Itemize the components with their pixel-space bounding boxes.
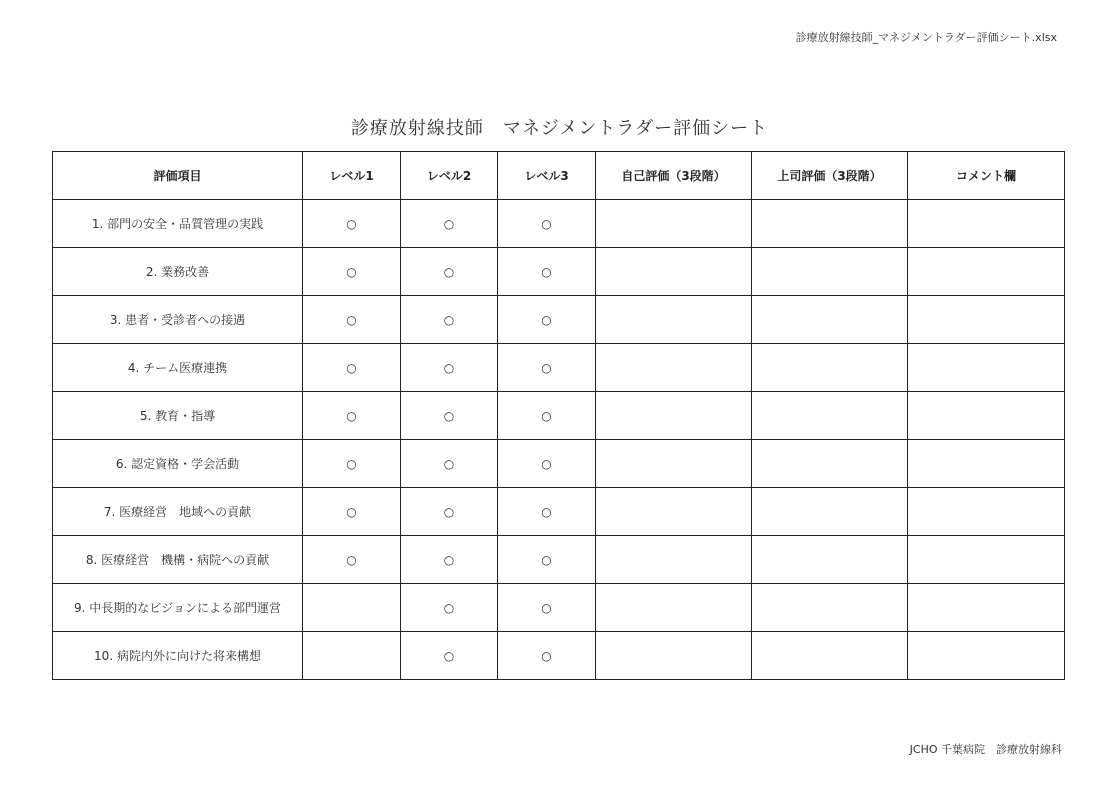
level2-cell: ○ (401, 536, 498, 584)
column-header-supervisor-evaluation: 上司評価（3段階） (752, 152, 908, 200)
item-cell: 4. チーム医療連携 (53, 344, 303, 392)
table-row (53, 296, 1065, 344)
level3-cell: ○ (498, 200, 596, 248)
comment-cell[interactable] (908, 344, 1065, 392)
item-cell: 10. 病院内外に向けた将来構想 (53, 632, 303, 680)
level3-cell: ○ (498, 248, 596, 296)
level1-cell (303, 632, 401, 680)
comment-cell[interactable] (908, 488, 1065, 536)
page-title: 診療放射線技師 マネジメントラダー評価シート (350, 118, 769, 139)
level3-cell: ○ (498, 632, 596, 680)
level3-cell: ○ (498, 440, 596, 488)
table-row (53, 632, 1065, 680)
level2-cell: ○ (401, 200, 498, 248)
item-cell: 2. 業務改善 (53, 248, 303, 296)
supervisor-evaluation-cell[interactable] (752, 488, 908, 536)
level2-cell: ○ (401, 296, 498, 344)
level2-cell: ○ (401, 344, 498, 392)
level2-cell: ○ (401, 488, 498, 536)
item-cell: 6. 認定資格・学会活動 (53, 440, 303, 488)
level2-cell: ○ (401, 584, 498, 632)
item-cell: 1. 部門の安全・品質管理の実践 (53, 200, 303, 248)
column-header-comment: コメント欄 (908, 152, 1065, 200)
table-row (53, 488, 1065, 536)
level3-cell: ○ (498, 296, 596, 344)
self-evaluation-cell[interactable] (596, 200, 752, 248)
item-cell: 3. 患者・受診者への接遇 (53, 296, 303, 344)
self-evaluation-cell[interactable] (596, 392, 752, 440)
item-cell: 9. 中長期的なビジョンによる部門運営 (53, 584, 303, 632)
level2-cell: ○ (401, 248, 498, 296)
comment-cell[interactable] (908, 632, 1065, 680)
table-row (53, 440, 1065, 488)
comment-cell[interactable] (908, 440, 1065, 488)
supervisor-evaluation-cell[interactable] (752, 200, 908, 248)
self-evaluation-cell[interactable] (596, 248, 752, 296)
supervisor-evaluation-cell[interactable] (752, 536, 908, 584)
column-header-level1: レベル1 (303, 152, 401, 200)
level1-cell: ○ (303, 392, 401, 440)
comment-cell[interactable] (908, 248, 1065, 296)
footer-department: JCHO 千葉病院 診療放射線科 (909, 743, 1062, 756)
level3-cell: ○ (498, 488, 596, 536)
comment-cell[interactable] (908, 296, 1065, 344)
evaluation-table (52, 151, 1065, 680)
comment-cell[interactable] (908, 584, 1065, 632)
self-evaluation-cell[interactable] (596, 536, 752, 584)
column-header-level3: レベル3 (498, 152, 596, 200)
level1-cell: ○ (303, 488, 401, 536)
level1-cell: ○ (303, 344, 401, 392)
comment-cell[interactable] (908, 536, 1065, 584)
supervisor-evaluation-cell[interactable] (752, 632, 908, 680)
level2-cell: ○ (401, 392, 498, 440)
supervisor-evaluation-cell[interactable] (752, 584, 908, 632)
column-header-item: 評価項目 (53, 152, 303, 200)
self-evaluation-cell[interactable] (596, 344, 752, 392)
header-row (53, 152, 1065, 200)
item-cell: 7. 医療経営 地域への貢献 (53, 488, 303, 536)
level2-cell: ○ (401, 440, 498, 488)
self-evaluation-cell[interactable] (596, 632, 752, 680)
item-cell: 8. 医療経営 機構・病院への貢献 (53, 536, 303, 584)
table-row (53, 200, 1065, 248)
table-row (53, 536, 1065, 584)
supervisor-evaluation-cell[interactable] (752, 296, 908, 344)
level1-cell (303, 584, 401, 632)
supervisor-evaluation-cell[interactable] (752, 344, 908, 392)
level3-cell: ○ (498, 344, 596, 392)
self-evaluation-cell[interactable] (596, 488, 752, 536)
level3-cell: ○ (498, 536, 596, 584)
table-row (53, 344, 1065, 392)
self-evaluation-cell[interactable] (596, 440, 752, 488)
comment-cell[interactable] (908, 200, 1065, 248)
column-header-self-evaluation: 自己評価（3段階） (596, 152, 752, 200)
level1-cell: ○ (303, 248, 401, 296)
supervisor-evaluation-cell[interactable] (752, 248, 908, 296)
level1-cell: ○ (303, 296, 401, 344)
level3-cell: ○ (498, 584, 596, 632)
level1-cell: ○ (303, 200, 401, 248)
table-row (53, 392, 1065, 440)
level3-cell: ○ (498, 392, 596, 440)
table-row (53, 248, 1065, 296)
self-evaluation-cell[interactable] (596, 584, 752, 632)
column-header-level2: レベル2 (401, 152, 498, 200)
self-evaluation-cell[interactable] (596, 296, 752, 344)
supervisor-evaluation-cell[interactable] (752, 392, 908, 440)
comment-cell[interactable] (908, 392, 1065, 440)
file-name: 診療放射線技師_マネジメントラダー評価シート.xlsx (795, 31, 1057, 44)
level2-cell: ○ (401, 632, 498, 680)
item-cell: 5. 教育・指導 (53, 392, 303, 440)
level1-cell: ○ (303, 536, 401, 584)
supervisor-evaluation-cell[interactable] (752, 440, 908, 488)
level1-cell: ○ (303, 440, 401, 488)
table-row (53, 584, 1065, 632)
